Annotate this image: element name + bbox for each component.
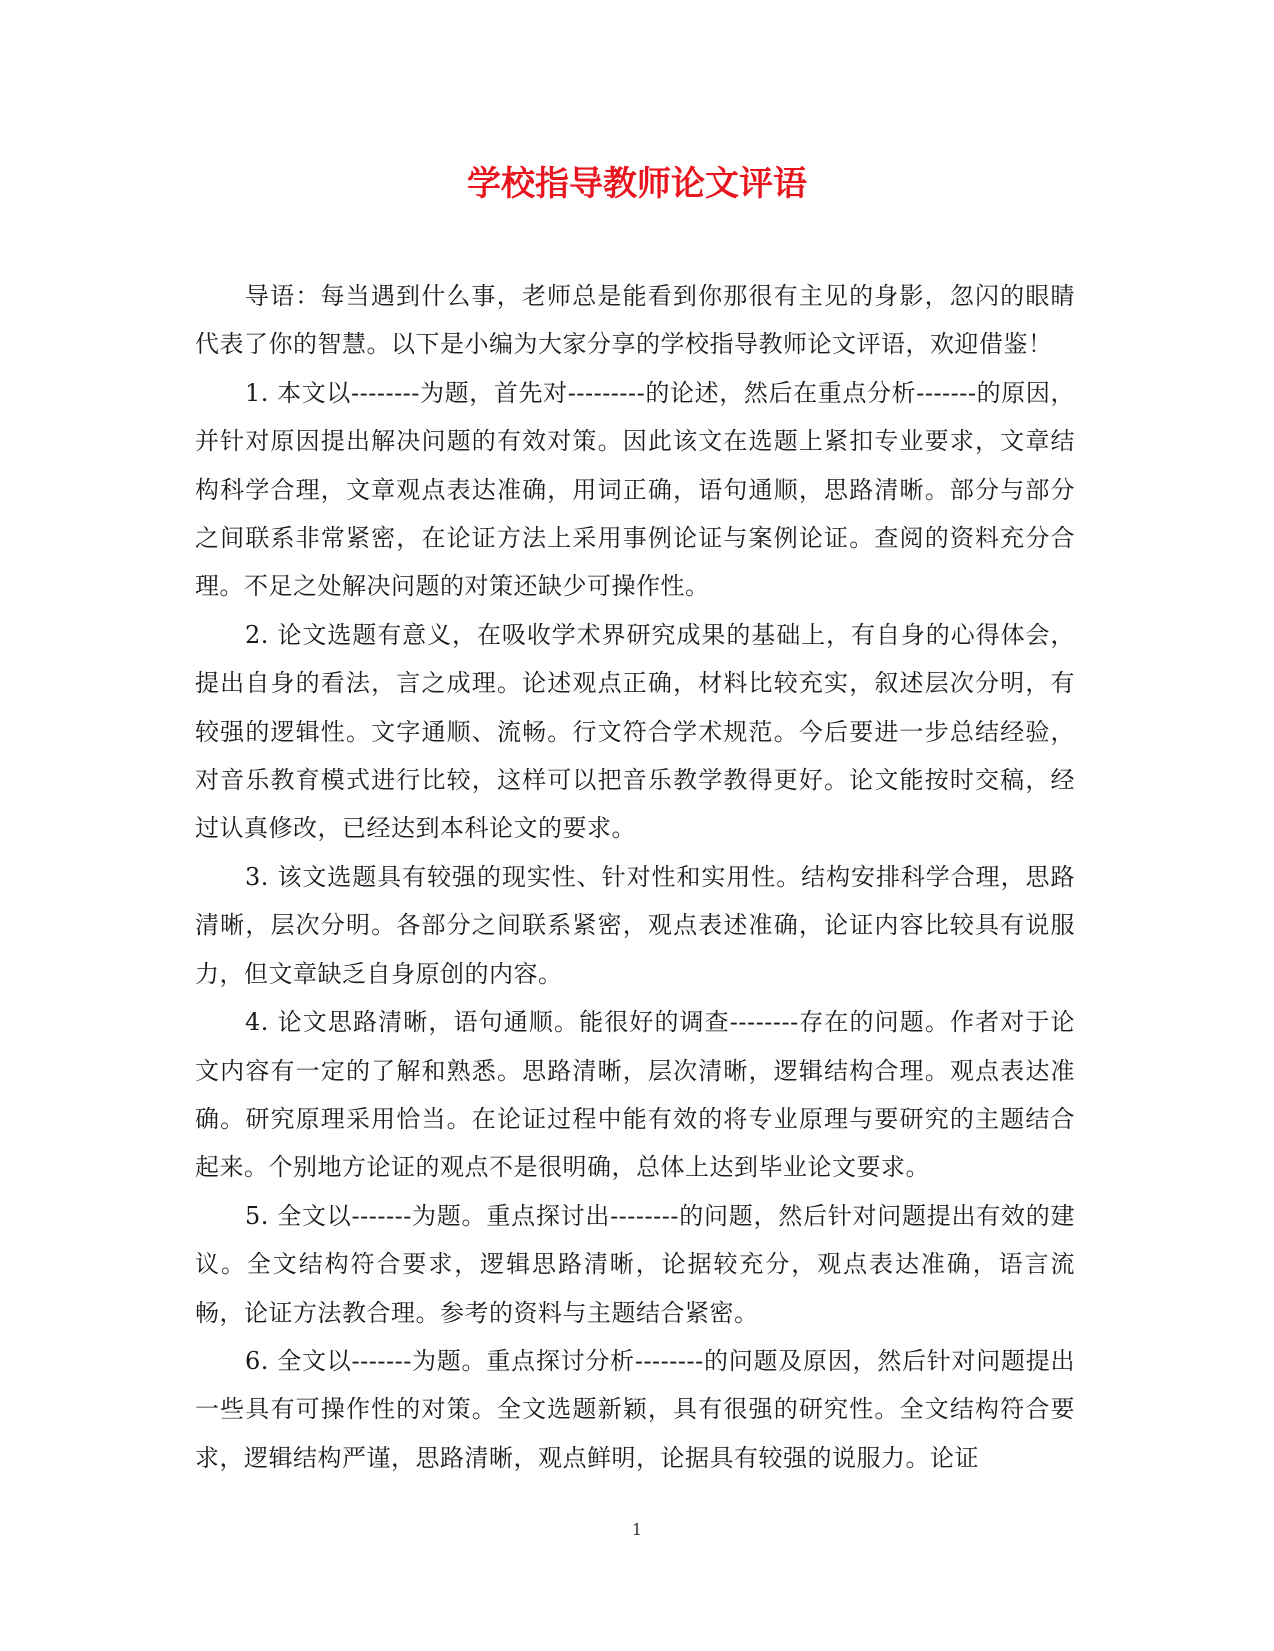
document-title: 学校指导教师论文评语 bbox=[467, 164, 807, 204]
comment-paragraph-2: 2. 论文选题有意义，在吸收学术界研究成果的基础上，有自身的心得体会，提出自身的看法，言之成理。论述观点正确，材料比较充实，叙述层次分明，有较强的逻辑性。文字通顺、流畅。行文符合学术规范。今后要进一步总结经验，对音乐教育模式进行比较，这样可以把音乐教学教得更好。论文能按时交稿，经过认真修改，已经达到本科论文的要求。 bbox=[195, 620, 1075, 843]
page-number: 1 bbox=[631, 1520, 643, 1539]
comment-paragraph-4: 4. 论文思路清晰，语句通顺。能很好的调查--------存在的问题。作者对于论文内容有一定的了解和熟悉。思路清晰，层次清晰，逻辑结构合理。观点表达准确。研究原理采用恰当。在论证过程中能有效的将专业原理与要研究的主题结合起来。个别地方论证的观点不是很明确，总体上达到毕业论文要求。 bbox=[195, 1008, 1075, 1182]
intro-paragraph: 导语：每当遇到什么事，老师总是能看到你那很有主见的身影，忽闪的眼睛代表了你的智慧。以下是小编为大家分享的学校指导教师论文评语，欢迎借鉴！ bbox=[195, 282, 1075, 359]
comment-paragraph-1: 1. 本文以--------为题，首先对---------的论述，然后在重点分析-------的原因，并针对原因提出解决问题的有效对策。因此该文在选题上紧扣专业要求，文章结构科学合理，文章观点表达准确，用词正确，语句通顺，思路清晰。部分与部分之间联系非常紧密，在论证方法上采用事例论证与案例论证。查阅的资料充分合理。不足之处解决问题的对策还缺少可操作性。 bbox=[195, 378, 1075, 601]
comment-paragraph-3: 3. 该文选题具有较强的现实性、针对性和实用性。结构安排科学合理，思路清晰，层次分明。各部分之间联系紧密，观点表述准确，论证内容比较具有说服力，但文章缺乏自身原创的内容。 bbox=[195, 862, 1075, 988]
comment-paragraph-5: 5. 全文以-------为题。重点探讨出--------的问题，然后针对问题提出有效的建议。全文结构符合要求，逻辑思路清晰，论据较充分，观点表达准确，语言流畅，论证方法教合理。参考的资料与主题结合紧密。 bbox=[195, 1201, 1075, 1327]
document-body bbox=[195, 272, 1075, 1482]
comment-paragraph-6: 6. 全文以-------为题。重点探讨分析--------的问题及原因，然后针对问题提出一些具有可操作性的对策。全文选题新颖，具有很强的研究性。全文结构符合要求，逻辑结构严谨，思路清晰，观点鲜明，论据具有较强的说服力。论证 bbox=[195, 1346, 1075, 1472]
